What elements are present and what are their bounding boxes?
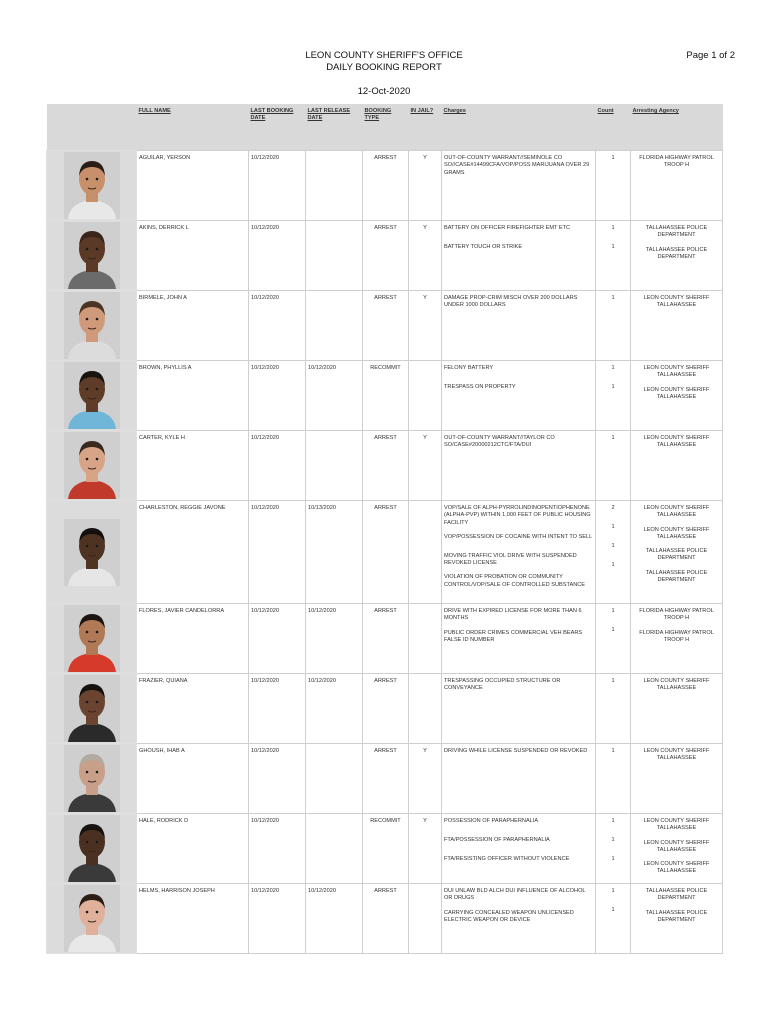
last-booking-date: 10/12/2020 (249, 674, 306, 744)
in-jail: Y (409, 291, 442, 361)
mugshot-cell (47, 674, 137, 744)
page-number: Page 1 of 2 (686, 50, 735, 61)
col-full-name: FULL NAME (137, 104, 249, 151)
arresting-agency: TALLAHASSEE POLICE DEPARTMENT (645, 909, 708, 923)
charge-count: 2 (611, 505, 615, 511)
last-release-date (306, 221, 363, 291)
last-release-date: 10/13/2020 (306, 501, 363, 604)
agency-cell (631, 884, 723, 954)
in-jail: Y (409, 744, 442, 814)
last-booking-date: 10/12/2020 (249, 151, 306, 221)
table-row (47, 431, 723, 501)
full-name: BROWN, PHYLLIS A (137, 361, 249, 431)
booking-type: ARREST (363, 884, 409, 954)
last-release-date: 10/12/2020 (306, 884, 363, 954)
booking-type: ARREST (363, 431, 409, 501)
charge-count: 1 (611, 225, 615, 231)
booking-type: RECOMMIT (363, 361, 409, 431)
arresting-agency: LEON COUNTY SHERIFF TALLAHASSEE (643, 839, 710, 853)
in-jail (409, 884, 442, 954)
mugshot-cell (47, 744, 137, 814)
count-cell (596, 221, 631, 291)
col-charges: Charges (442, 104, 596, 151)
table-header-row (47, 104, 723, 151)
charge-text: DRIVING WHILE LICENSE SUSPENDED OR REVOKED (444, 748, 588, 754)
charge-count: 1 (611, 627, 615, 633)
full-name: CARTER, KYLE H (137, 431, 249, 501)
last-booking-date: 10/12/2020 (249, 604, 306, 674)
booking-type: RECOMMIT (363, 814, 409, 884)
in-jail (409, 674, 442, 744)
charge-text: PUBLIC ORDER CRIMES COMMERCIAL VEH BEARS FALSE ID NUMBER (444, 629, 583, 643)
mugshot-photo (64, 432, 120, 499)
last-release-date (306, 814, 363, 884)
arresting-agency: LEON COUNTY SHERIFF TALLAHASSEE (643, 818, 710, 832)
table-row (47, 361, 723, 431)
table-row (47, 744, 723, 814)
last-release-date (306, 744, 363, 814)
arresting-agency: FLORIDA HIGHWAY PATROL TROOP H (639, 629, 714, 643)
arresting-agency: TALLAHASSEE POLICE DEPARTMENT (645, 548, 708, 562)
last-booking-date: 10/12/2020 (249, 361, 306, 431)
mugshot-photo (64, 222, 120, 289)
charges-cell (442, 744, 596, 814)
count-cell (596, 291, 631, 361)
mugshot-cell (47, 361, 137, 431)
last-release-date: 10/12/2020 (306, 361, 363, 431)
arresting-agency: LEON COUNTY SHERIFF TALLAHASSEE (643, 526, 710, 540)
arresting-agency: LEON COUNTY SHERIFF TALLAHASSEE (643, 505, 710, 519)
last-booking-date: 10/12/2020 (249, 221, 306, 291)
charge-count: 1 (611, 888, 615, 894)
charge-count: 1 (611, 384, 615, 390)
arresting-agency: TALLAHASSEE POLICE DEPARTMENT (645, 225, 708, 239)
last-release-date: 10/12/2020 (306, 674, 363, 744)
full-name: AKINS, DERRICK L (137, 221, 249, 291)
col-last-booking-date: LAST BOOKING DATE (249, 104, 306, 151)
charge-text: DUI UNLAW BLD ALCH DUI INFLUENCE OF ALCOHOL OR DRUGS (444, 888, 586, 902)
last-booking-date: 10/12/2020 (249, 291, 306, 361)
charge-count: 1 (611, 524, 615, 530)
agency-cell (631, 674, 723, 744)
table-row (47, 674, 723, 744)
charge-count: 1 (611, 856, 615, 862)
count-cell (596, 501, 631, 604)
table-row (47, 884, 723, 954)
mugshot-photo (64, 292, 120, 359)
count-cell (596, 884, 631, 954)
charge-count: 1 (611, 543, 615, 549)
charge-text: POSSESSION OF PARAPHERNALIA (444, 818, 539, 824)
col-last-release-date: LAST RELEASE DATE (306, 104, 363, 151)
arresting-agency: LEON COUNTY SHERIFF TALLAHASSEE (643, 435, 710, 449)
charge-count: 1 (611, 562, 615, 568)
arresting-agency: FLORIDA HIGHWAY PATROL TROOP H (639, 155, 714, 169)
mugshot-photo (64, 152, 120, 219)
mugshot-photo (64, 519, 120, 586)
charges-cell (442, 221, 596, 291)
count-cell (596, 674, 631, 744)
agency-cell (631, 814, 723, 884)
col-in-jail: IN JAIL? (409, 104, 442, 151)
report-agency-title: LEON COUNTY SHERIFF'S OFFICE (305, 50, 463, 61)
table-row (47, 501, 723, 604)
charge-text: CARRYING CONCEALED WEAPON UNLICENSED ELECTRIC WEAPON OR DEVICE (444, 909, 574, 923)
mugshot-cell (47, 431, 137, 501)
charge-text: TRESPASSING OCCUPIED STRUCTURE OR CONVEYANCE (444, 678, 561, 692)
table-row (47, 221, 723, 291)
arresting-agency: LEON COUNTY SHERIFF TALLAHASSEE (643, 386, 710, 400)
booking-type: ARREST (363, 221, 409, 291)
mugshot-cell (47, 221, 137, 291)
arresting-agency: LEON COUNTY SHERIFF TALLAHASSEE (643, 295, 710, 309)
charge-count: 1 (611, 608, 615, 614)
last-booking-date: 10/12/2020 (249, 501, 306, 604)
in-jail (409, 501, 442, 604)
charge-count: 1 (611, 295, 615, 301)
table-row (47, 291, 723, 361)
full-name: CHARLESTON, REGGIE JAVONE (137, 501, 249, 604)
last-booking-date: 10/12/2020 (249, 744, 306, 814)
in-jail (409, 604, 442, 674)
full-name: BIRMELE, JOHN A (137, 291, 249, 361)
booking-type: ARREST (363, 744, 409, 814)
mugshot-photo (64, 885, 120, 952)
table-body (47, 151, 723, 954)
full-name: HELMS, HARRISON JOSEPH (137, 884, 249, 954)
arresting-agency: TALLAHASSEE POLICE DEPARTMENT (645, 569, 708, 583)
full-name: AGUILAR, YERSON (137, 151, 249, 221)
mugshot-photo (64, 815, 120, 882)
in-jail: Y (409, 151, 442, 221)
charges-cell (442, 884, 596, 954)
col-arresting-agency: Arresting Agency (631, 104, 723, 151)
booking-type: ARREST (363, 151, 409, 221)
in-jail: Y (409, 221, 442, 291)
charge-text: MOVING TRAFFIC VIOL DRIVE WITH SUSPENDED REVOKED LICENSE (444, 552, 577, 567)
arresting-agency: LEON COUNTY SHERIFF TALLAHASSEE (643, 678, 710, 692)
agency-cell (631, 431, 723, 501)
charges-cell (442, 604, 596, 674)
charge-count: 1 (611, 907, 615, 913)
charge-text: VOP/POSSESSION OF COCAINE WITH INTENT TO SELL (444, 533, 593, 540)
mugshot-cell (47, 884, 137, 954)
mugshot-photo (64, 745, 120, 812)
agency-cell (631, 604, 723, 674)
mugshot-cell (47, 501, 137, 604)
charge-text: DRIVE WITH EXPIRED LICENSE FOR MORE THAN 6 MONTHS (444, 608, 582, 622)
mugshot-cell (47, 604, 137, 674)
report-title: DAILY BOOKING REPORT (326, 62, 442, 73)
mugshot-photo (64, 362, 120, 429)
last-booking-date: 10/12/2020 (249, 431, 306, 501)
table-row (47, 151, 723, 221)
arresting-agency: FLORIDA HIGHWAY PATROL TROOP H (639, 608, 714, 622)
agency-cell (631, 221, 723, 291)
last-release-date (306, 151, 363, 221)
in-jail (409, 361, 442, 431)
charges-cell (442, 361, 596, 431)
charge-text: BATTERY ON OFFICER FIREFIGHTER EMT ETC (444, 225, 571, 231)
charge-text: BATTERY TOUCH OR STRIKE (444, 244, 523, 250)
arresting-agency: TALLAHASSEE POLICE DEPARTMENT (645, 888, 708, 902)
arresting-agency: LEON COUNTY SHERIFF TALLAHASSEE (643, 861, 710, 875)
table-row (47, 814, 723, 884)
agency-cell (631, 361, 723, 431)
booking-type: ARREST (363, 604, 409, 674)
booking-type: ARREST (363, 291, 409, 361)
mugshot-photo (64, 675, 120, 742)
booking-table (46, 104, 723, 954)
arresting-agency: LEON COUNTY SHERIFF TALLAHASSEE (643, 365, 710, 379)
arresting-agency: LEON COUNTY SHERIFF TALLAHASSEE (643, 748, 710, 762)
agency-cell (631, 501, 723, 604)
charge-count: 1 (611, 365, 615, 371)
last-booking-date: 10/12/2020 (249, 884, 306, 954)
arresting-agency: TALLAHASSEE POLICE DEPARTMENT (645, 246, 708, 260)
mugshot-cell (47, 151, 137, 221)
charge-text: VIOLATION OF PROBATION OR COMMUNITY CONTROL/VOP/SALE OF CONTROLLED SUBSTANCE (444, 574, 586, 588)
full-name: HALE, RODRICK D (137, 814, 249, 884)
charge-text: FTA/POSSESSION OF PARAPHERNALIA (444, 837, 550, 843)
booking-type: ARREST (363, 501, 409, 604)
charge-text: DAMAGE PROP-CRIM MISCH OVER 200 DOLLARS UNDER 1000 DOLLARS (444, 295, 578, 309)
last-booking-date: 10/12/2020 (249, 814, 306, 884)
count-cell (596, 744, 631, 814)
col-booking-type: BOOKING TYPE (363, 104, 409, 151)
charge-text: VOP/SALE OF ALPH-PYRROLINDINOPENTIOPHENONE (ALPHA-PVP) WITHIN 1,000 FEET OF PUBLIC HOUSING FACILITY (444, 505, 591, 526)
charges-cell (442, 291, 596, 361)
count-cell (596, 814, 631, 884)
mugshot-cell (47, 291, 137, 361)
charge-text: FTA/RESISTING OFFICER WITHOUT VIOLENCE (444, 856, 570, 862)
charge-count: 1 (611, 244, 615, 250)
mugshot-photo (64, 605, 120, 672)
charge-text: OUT-OF-COUNTY WARRANT//SEMINOLE CO SO//CASE#14499CFA/VOP/POSS MARIJUANA OVER 29 GRAMS (444, 155, 590, 176)
charge-count: 1 (611, 678, 615, 684)
table-row (47, 604, 723, 674)
agency-cell (631, 744, 723, 814)
full-name: GHOUSH, IHAB A (137, 744, 249, 814)
in-jail: Y (409, 431, 442, 501)
charge-count: 1 (611, 837, 615, 843)
charge-text: TRESPASS ON PROPERTY (444, 384, 516, 390)
charge-text: OUT-OF-COUNTY WARRANT//TAYLOR CO SO/CASE#20000212CTC/FTA/DUI (444, 435, 555, 449)
charge-count: 1 (611, 155, 615, 161)
in-jail: Y (409, 814, 442, 884)
charge-text: FELONY BATTERY (444, 365, 494, 371)
full-name: FLORES, JAVIER CANDELORRA (137, 604, 249, 674)
count-cell (596, 431, 631, 501)
mugshot-cell (47, 814, 137, 884)
last-release-date (306, 291, 363, 361)
agency-cell (631, 291, 723, 361)
last-release-date (306, 431, 363, 501)
col-count: Count (596, 104, 631, 151)
charges-cell (442, 431, 596, 501)
last-release-date: 10/12/2020 (306, 604, 363, 674)
charge-count: 1 (611, 818, 615, 824)
charge-count: 1 (611, 748, 615, 754)
count-cell (596, 151, 631, 221)
charges-cell (442, 674, 596, 744)
report-date: 12-Oct-2020 (357, 86, 411, 97)
full-name: FRAZIER, QUIANA (137, 674, 249, 744)
agency-cell (631, 151, 723, 221)
booking-type: ARREST (363, 674, 409, 744)
charge-count: 1 (611, 435, 615, 441)
photo-header (47, 104, 137, 151)
charges-cell (442, 501, 596, 604)
count-cell (596, 361, 631, 431)
charges-cell (442, 151, 596, 221)
count-cell (596, 604, 631, 674)
charges-cell (442, 814, 596, 884)
